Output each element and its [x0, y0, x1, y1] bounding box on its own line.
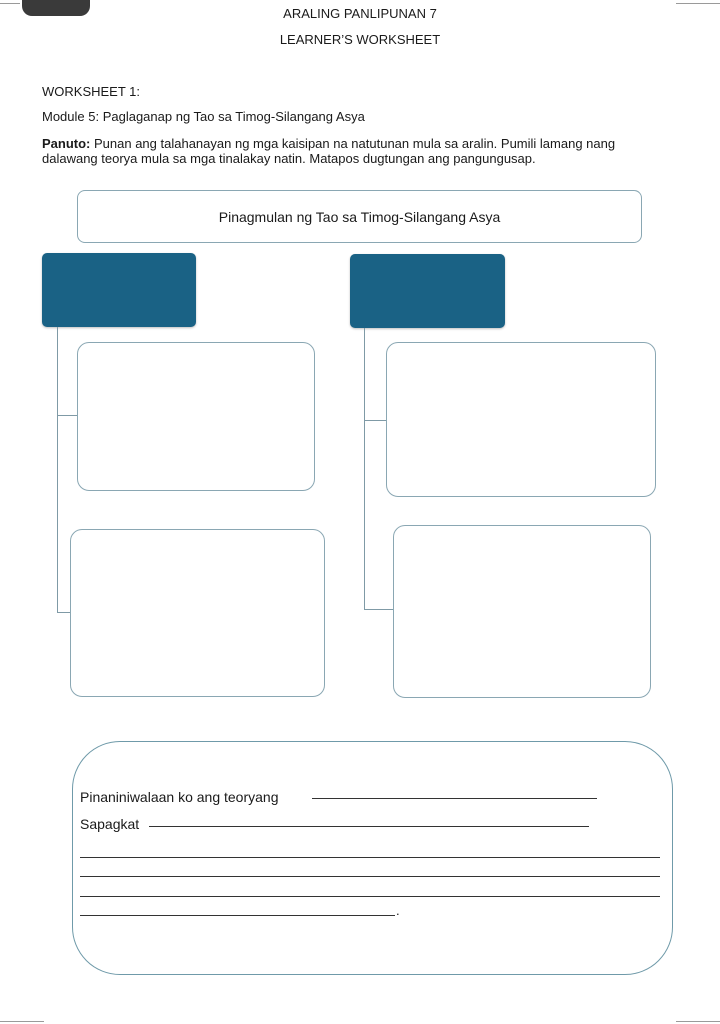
conclusion-blank-6[interactable] [80, 915, 395, 916]
conclusion-blank-2[interactable] [149, 826, 589, 827]
left-answer-box-1[interactable] [77, 342, 315, 491]
subject-title: ARALING PANLIPUNAN 7 [283, 6, 437, 21]
conclusion-sentence-2: Sapagkat [80, 816, 140, 832]
bottom-right-corner-line [676, 1021, 720, 1022]
right-connector-vertical [364, 328, 365, 610]
right-theory-header-box [350, 254, 505, 328]
left-theory-header-box [42, 253, 196, 327]
conclusion-blank-3[interactable] [80, 857, 660, 858]
right-answer-box-2[interactable] [393, 525, 651, 698]
right-answer-box-1[interactable] [386, 342, 656, 497]
directions-line2: dalawang teorya mula sa mga tinalakay natin. Matapos dugtungan ang pangungusap. [42, 151, 536, 166]
right-connector-branch-1 [364, 420, 386, 421]
organizer-title-box [77, 190, 642, 243]
left-connector-branch-2 [57, 612, 70, 613]
directions-line1: Punan ang talahanayan ng mga kaisipan na natutunan mula sa aralin. Pumili lamang nang [90, 136, 616, 151]
right-connector-branch-2 [364, 609, 393, 610]
directions [42, 136, 682, 166]
organizer-title: Pinagmulan ng Tao sa Timog-Silangang Asya [218, 208, 501, 225]
directions-label: Panuto: [42, 136, 91, 151]
conclusion-blank-1[interactable] [312, 798, 597, 799]
top-left-corner-line [0, 3, 20, 4]
left-answer-box-2[interactable] [70, 529, 325, 697]
left-connector-vertical [57, 327, 58, 613]
top-right-corner-line [676, 3, 720, 4]
conclusion-blank-4[interactable] [80, 876, 660, 877]
module-title: Module 5: Paglaganap ng Tao sa Timog-Silangang Asya [42, 109, 365, 124]
conclusion-box [72, 741, 673, 975]
bottom-left-corner-line [0, 1021, 44, 1022]
worksheet-number: WORKSHEET 1: [42, 84, 141, 99]
conclusion-blank-5[interactable] [80, 896, 660, 897]
conclusion-sentence-1: Pinaniniwalaan ko ang teoryang [80, 789, 279, 805]
conclusion-end-mark: . [396, 903, 400, 918]
worksheet-type-title: LEARNER’S WORKSHEET [279, 32, 441, 47]
left-connector-branch-1 [57, 415, 77, 416]
